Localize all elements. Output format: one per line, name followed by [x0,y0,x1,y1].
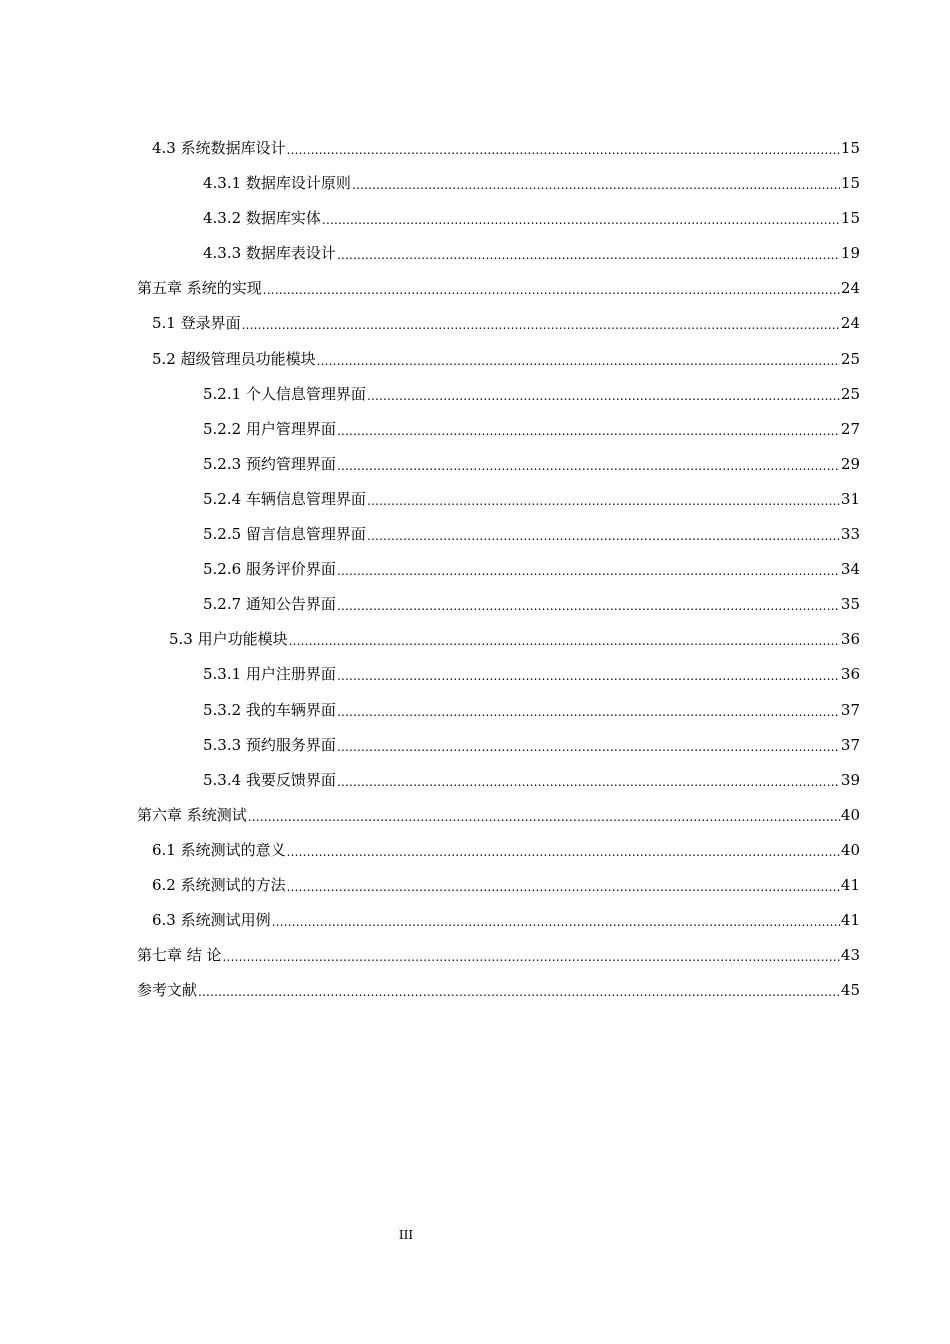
toc-entry-page: 37 [840,700,860,719]
toc-entry-label: 6.3 系统测试用例 [152,911,271,930]
toc-entry-label: 6.2 系统测试的方法 [152,875,286,894]
dot-leader [263,278,840,298]
dot-leader [337,770,840,790]
toc-entry-page: 36 [840,630,860,649]
toc-entry-page: 43 [840,946,860,965]
toc-entry-label: 5.2.4 车辆信息管理界面 [203,489,366,508]
toc-entry-5-3-4[interactable] [137,755,860,790]
toc-entry-label: 4.3.1 数据库设计原则 [203,174,351,193]
toc-entry-label: 6.1 系统测试的意义 [152,840,286,859]
dot-leader [289,629,840,649]
dot-leader [367,524,840,544]
toc-entry-5-2-5[interactable] [137,509,860,544]
toc-entry-4-3[interactable] [137,138,860,158]
toc-entry-page: 41 [840,911,860,930]
toc-entry-label: 5.3.2 我的车辆界面 [203,700,336,719]
toc-entry-page: 45 [840,981,860,1000]
toc-entry-page: 27 [840,419,860,438]
toc-entry-label: 4.3.2 数据库实体 [203,209,321,228]
toc-entry-page: 15 [840,209,860,228]
table-of-contents [137,138,860,1000]
toc-entry-label: 5.2.6 服务评价界面 [203,560,336,579]
dot-leader [337,454,840,474]
toc-entry-label: 参考文献 [137,981,198,1000]
toc-entry-page: 37 [840,735,860,754]
toc-entry-label: 第五章 系统的实现 [137,279,262,298]
toc-entry-label: 5.2.1 个人信息管理界面 [203,384,366,403]
dot-leader [337,594,840,614]
toc-entry-5-3-2[interactable] [137,684,860,719]
toc-entry-label: 5.1 登录界面 [152,314,241,333]
dot-leader [367,489,840,509]
toc-entry-page: 19 [840,244,860,263]
dot-leader [337,735,840,755]
toc-entry-page: 29 [840,454,860,473]
toc-entry-5-2-3[interactable] [137,439,860,474]
dot-leader [337,700,840,720]
toc-entry-label: 5.3.1 用户注册界面 [203,665,336,684]
toc-entry-label: 5.2.2 用户管理界面 [203,419,336,438]
toc-entry-page: 25 [840,384,860,403]
toc-entry-5-3[interactable] [137,614,860,649]
dot-leader [287,875,840,895]
toc-entry-label: 5.2.5 留言信息管理界面 [203,525,366,544]
toc-entry-5-3-1[interactable] [137,649,860,684]
toc-entry-label: 5.2 超级管理员功能模块 [152,349,316,368]
toc-entry-5-2-2[interactable] [137,404,860,439]
toc-entry-label: 第六章 系统测试 [137,805,247,824]
dot-leader [317,349,840,369]
toc-entry-label: 4.3 系统数据库设计 [152,139,286,157]
toc-entry-page: 40 [840,840,860,859]
toc-entry-page: 39 [840,770,860,789]
toc-entry-5-3-3[interactable] [137,720,860,755]
toc-entry-6-3[interactable] [137,895,860,930]
toc-entry-4-3-3[interactable] [137,228,860,263]
toc-entry-page: 33 [840,525,860,544]
toc-entry-5-2-7[interactable] [137,579,860,614]
toc-entry-page: 25 [840,349,860,368]
toc-entry-4-3-2[interactable] [137,193,860,228]
page-footer-number: III [398,1228,414,1242]
dot-leader [337,419,840,439]
dot-leader [337,243,840,263]
dot-leader [287,138,840,158]
toc-entry-chapter-5[interactable] [137,263,860,298]
toc-entry-label: 5.3.3 预约服务界面 [203,735,336,754]
toc-entry-page: 15 [840,139,860,157]
toc-entry-page: 36 [840,665,860,684]
toc-entry-page: 34 [840,560,860,579]
toc-entry-label: 5.3 用户功能模块 [169,630,288,649]
toc-entry-6-2[interactable] [137,860,860,895]
toc-entry-5-2-6[interactable] [137,544,860,579]
dot-leader [223,945,840,965]
toc-entry-page: 15 [840,174,860,193]
dot-leader [272,910,840,930]
toc-entry-5-2[interactable] [137,333,860,368]
toc-entry-page: 41 [840,875,860,894]
toc-entry-label: 第七章 结 论 [137,946,222,965]
dot-leader [287,840,840,860]
dot-leader [337,664,840,684]
toc-entry-label: 5.2.3 预约管理界面 [203,454,336,473]
toc-entry-6-1[interactable] [137,825,860,860]
toc-entry-page: 35 [840,595,860,614]
toc-entry-page: 40 [840,805,860,824]
dot-leader [337,559,840,579]
dot-leader [367,384,840,404]
dot-leader [198,980,840,1000]
toc-entry-label: 4.3.3 数据库表设计 [203,244,336,263]
toc-entry-references[interactable] [137,965,860,1000]
toc-entry-label: 5.2.7 通知公告界面 [203,595,336,614]
toc-entry-label: 5.3.4 我要反馈界面 [203,770,336,789]
toc-entry-chapter-6[interactable] [137,790,860,825]
toc-entry-page: 31 [840,489,860,508]
toc-entry-5-2-1[interactable] [137,369,860,404]
toc-entry-5-1[interactable] [137,298,860,333]
toc-entry-page: 24 [840,279,860,298]
dot-leader [322,208,840,228]
dot-leader [352,173,840,193]
toc-entry-chapter-7[interactable] [137,930,860,965]
dot-leader [248,805,840,825]
toc-entry-4-3-1[interactable] [137,158,860,193]
dot-leader [242,313,840,333]
toc-entry-5-2-4[interactable] [137,474,860,509]
toc-entry-page: 24 [840,314,860,333]
